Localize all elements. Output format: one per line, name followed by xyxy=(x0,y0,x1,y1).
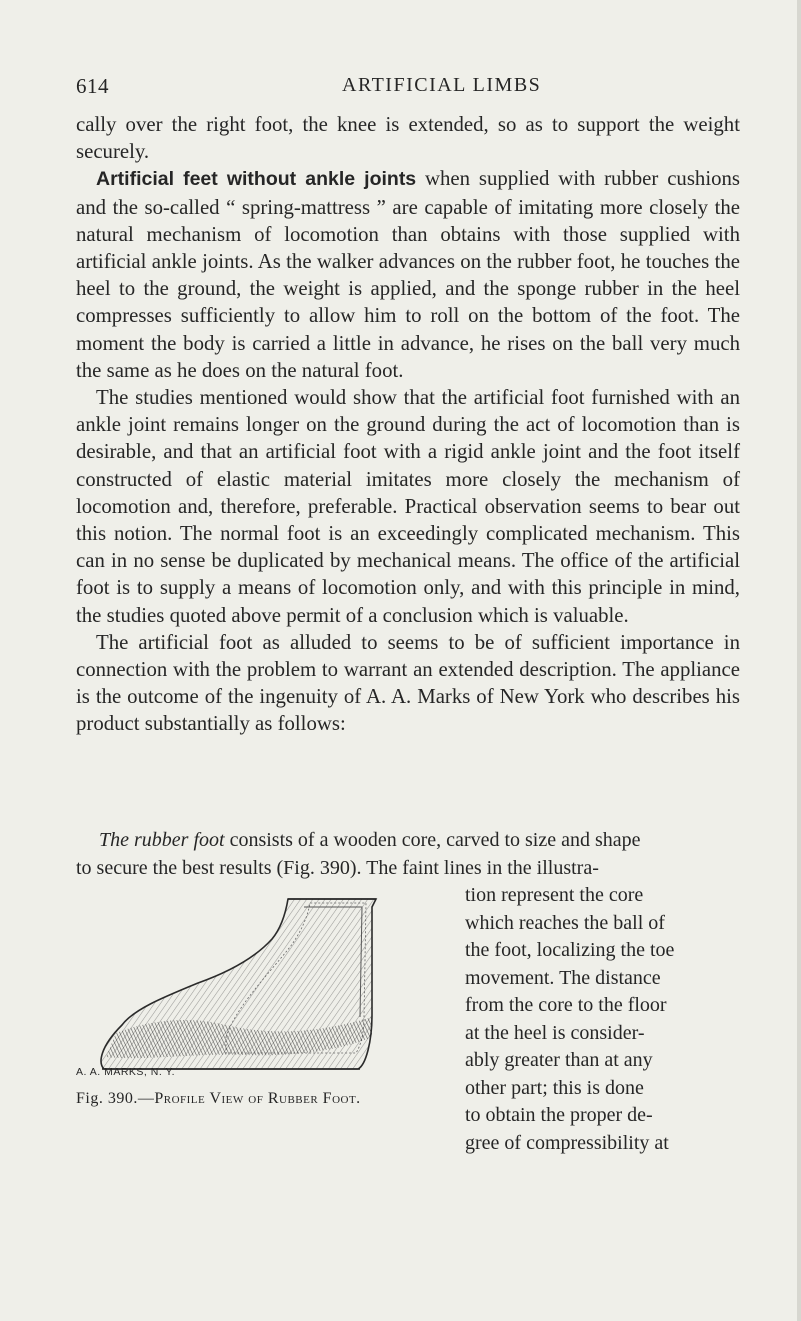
paragraph-1: cally over the right foot, the knee is extended, so as to support the weight securely. xyxy=(76,113,740,164)
paragraph-3: The studies mentioned would show that the artificial foot furnished with an ankle joint remains longer on the ground during the act of locomotion than is desirable, and that an artificial foot with a rigid ankle joint and the foot itself constructed of elastic material imitates more closely the mechanism of locomotion and, therefore, preferable. Practical observation seems to bear out this notion. The normal foot is an exceedingly complicated mechanism. This can in no sense be duplicated by mechanical means. The office of the artificial foot is to supply a means of locomotion only, and with this principle in mind, the studies quoted above permit of a conclusion which is valuable. xyxy=(76,386,740,627)
rubber-foot-illustration xyxy=(76,897,446,1077)
side-line: ably greater than at any xyxy=(465,1049,653,1071)
bold-heading: Artificial feet without ankle joints xyxy=(96,168,417,191)
side-line: from the core to the floor xyxy=(465,994,667,1016)
quote-line-2: to secure the best results (Fig. 390). The faint lines in the illustra- xyxy=(76,856,599,879)
paragraph-4: The artificial foot as alluded to seems to be of sufficient importance in connection with the problem to warrant an extended description. The appliance is the outcome of the ingenuity of A. A. Marks of New York who describes his product substantially as follows: xyxy=(76,630,740,736)
side-line: tion represent the core xyxy=(465,884,644,906)
figure-number: Fig. 390. xyxy=(76,1090,138,1107)
side-line: gree of compressibility at xyxy=(465,1131,669,1154)
page-edge xyxy=(797,0,801,1321)
side-line: which reaches the ball of xyxy=(465,911,665,934)
figure-title: —Profile View of Rubber Foot. xyxy=(137,1090,361,1107)
quote-line-1: The rubber foot consists of a wooden core, carved to size and shape xyxy=(99,829,641,851)
body-text xyxy=(76,111,740,738)
side-line: at the heel is consider- xyxy=(465,1021,645,1044)
side-line: other part; this is done xyxy=(465,1076,644,1099)
side-line: to obtain the proper de- xyxy=(465,1104,653,1126)
quote-side-column xyxy=(465,882,739,1157)
running-title: ARTIFICIAL LIMBS xyxy=(342,74,542,96)
figure-credit: A. A. MARKS, N. Y. xyxy=(76,1066,176,1078)
page-number: 614 xyxy=(76,74,109,98)
side-line: the foot, localizing the toe xyxy=(465,939,675,961)
paragraph-2 xyxy=(76,165,740,384)
paragraph-2-text: when supplied with rubber cushions and the so-called “ spring-mattress ” are capable of imitating more closely the natural mechanism of locomotion than obtains with those supplied with artificial ankle joints. As the walker advances on the rubber foot, he touches the heel to the ground, the weight is applied, and the sponge rubber in the heel compresses sufficiently to allow him to roll on the bottom of the foot. The moment the body is carried a little in advance, he rises on the ball very much the same as he does on the natural foot. xyxy=(76,167,740,382)
quote-italic-term: The rubber foot xyxy=(99,829,225,851)
figure-caption xyxy=(76,1090,361,1108)
page-header xyxy=(76,74,736,104)
side-line: movement. The distance xyxy=(465,966,661,989)
